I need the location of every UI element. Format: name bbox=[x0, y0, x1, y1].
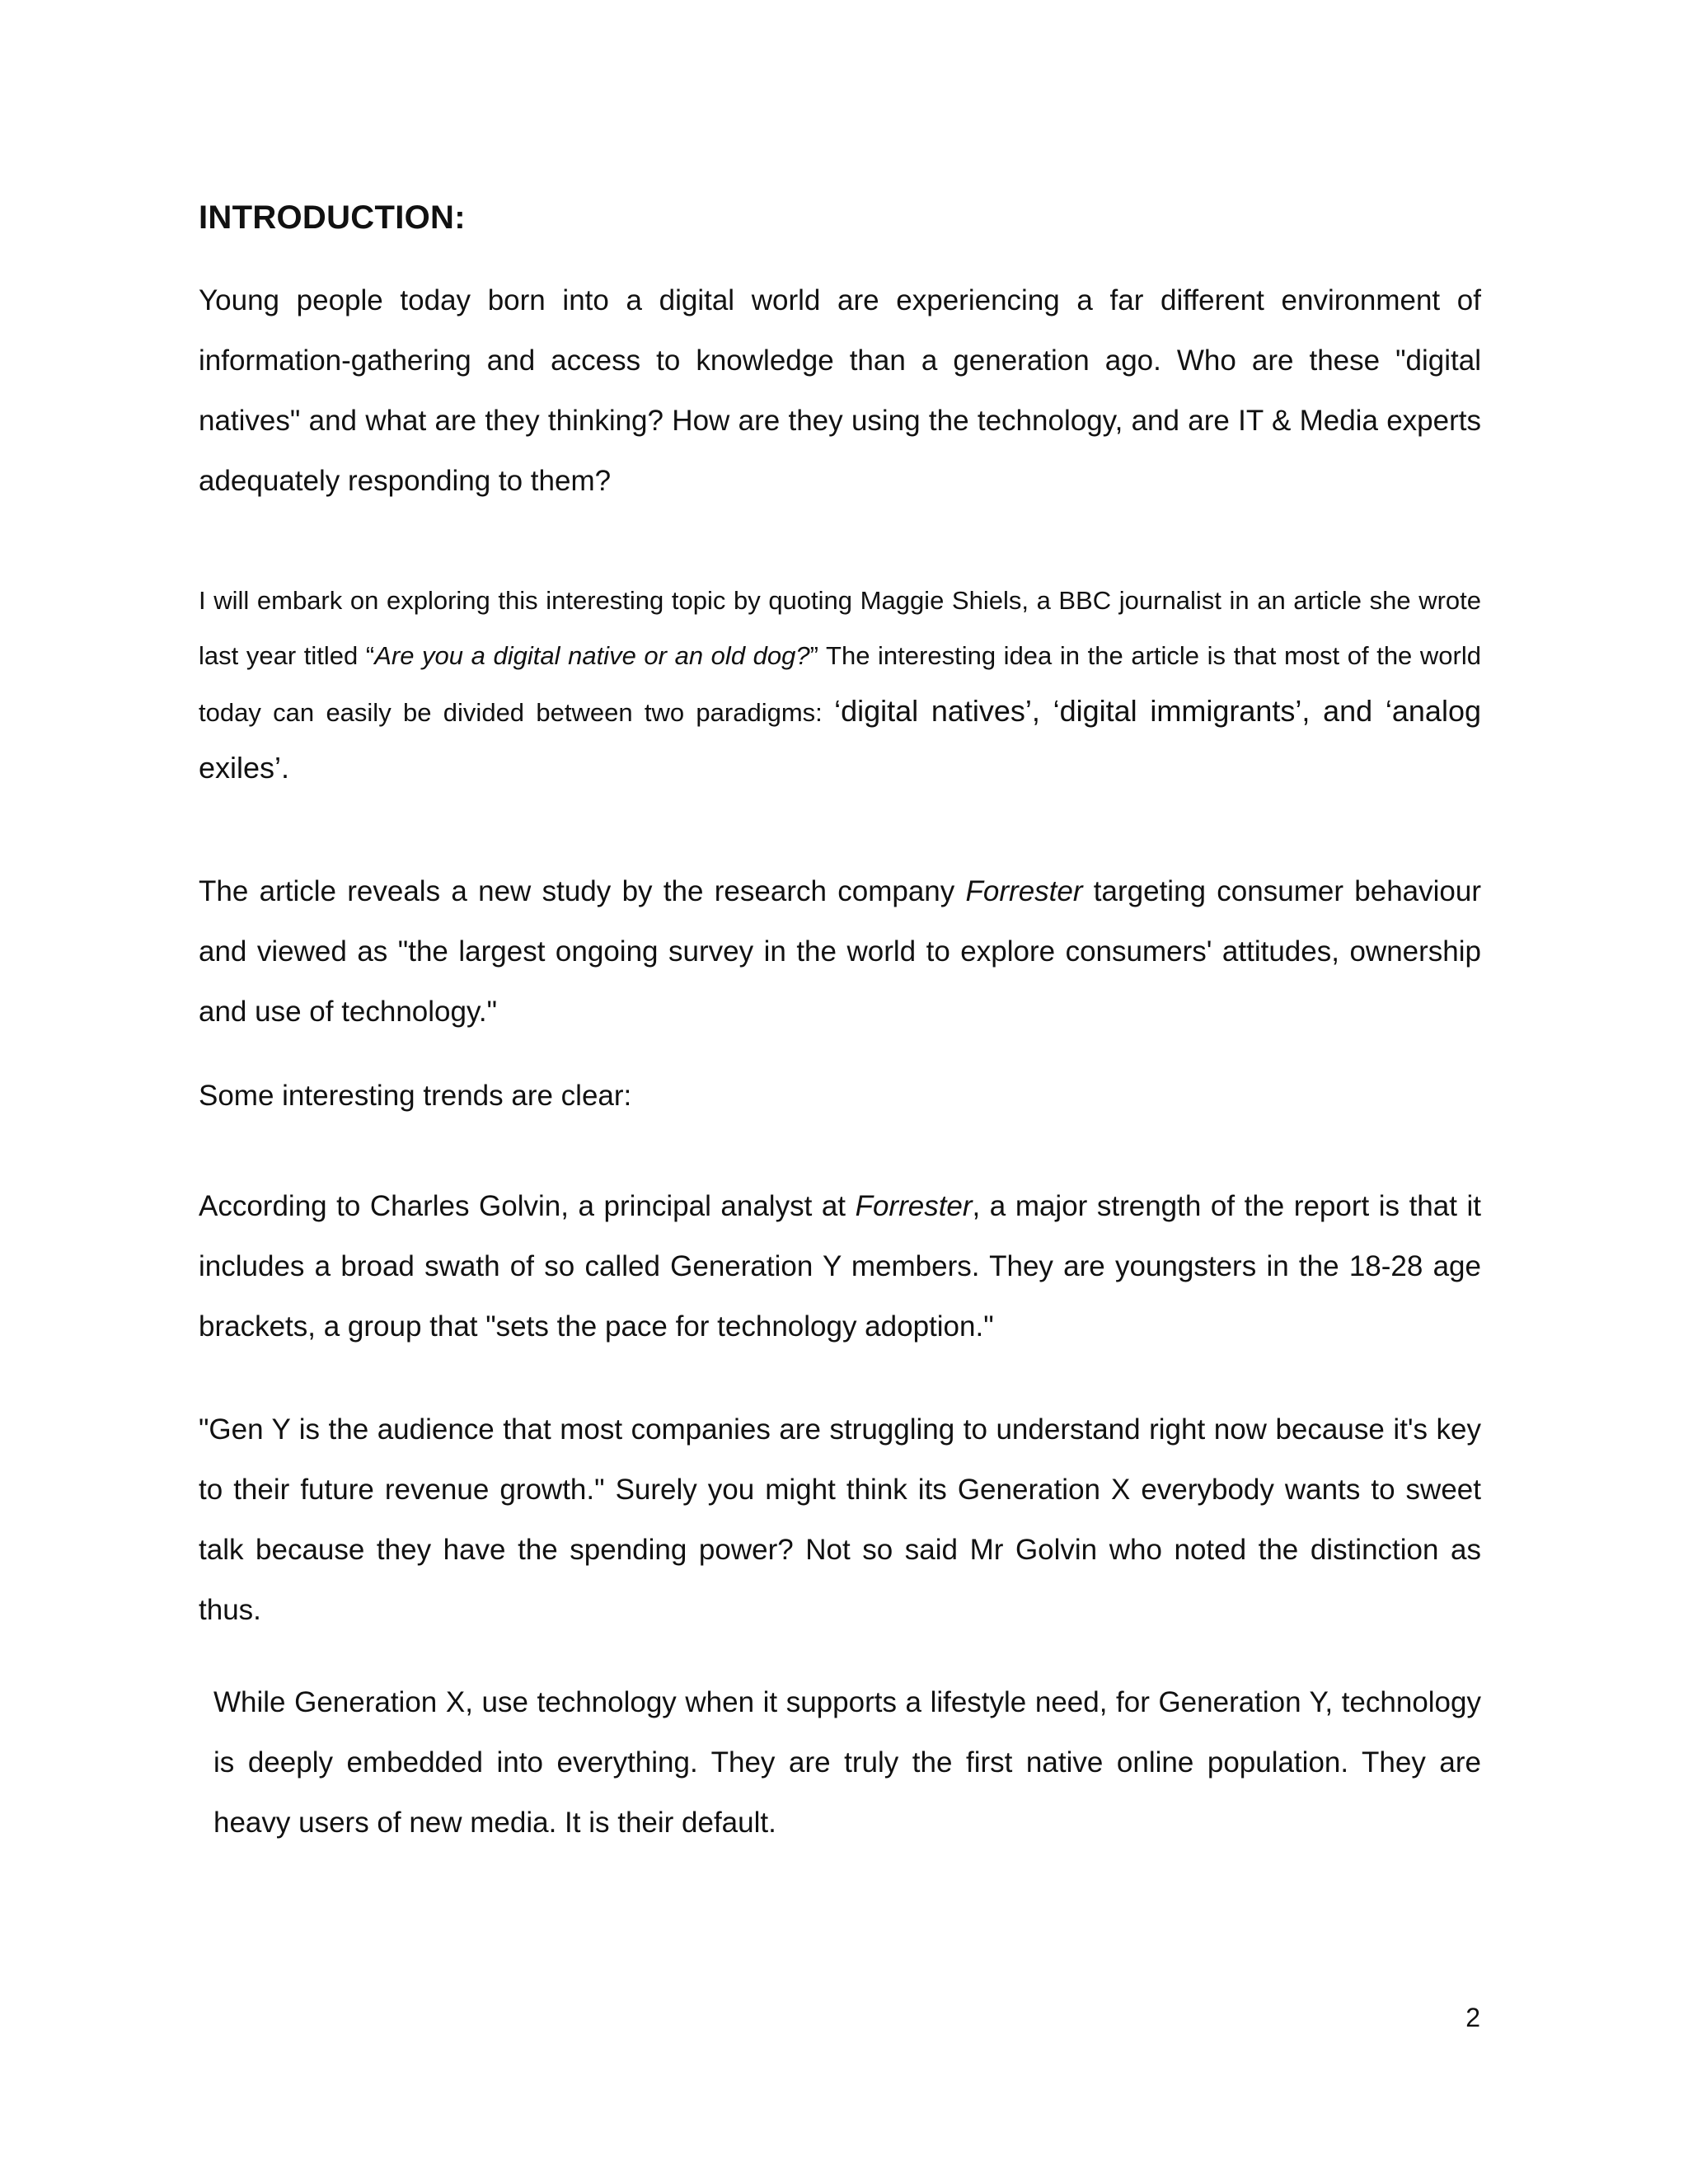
paragraph-7 bbox=[199, 1672, 1481, 1853]
paragraph-6 bbox=[199, 1399, 1481, 1640]
company-name: Forrester bbox=[965, 875, 1083, 907]
paragraph-6-text: "Gen Y is the audience that most companies are struggling to understand right now because it's key to their future revenue growth." Surely you might think its Generation X everybody wants to sweet talk because they have the spending power? Not so said Mr Golvin who noted the distinction as thus. bbox=[199, 1413, 1481, 1626]
paragraph-3-after: targeting consumer behaviour and viewed as "the largest ongoing survey in the world to explore consumers' attitudes, ownership and use of technology." bbox=[199, 875, 1481, 1028]
paragraph-5-text bbox=[199, 1176, 1481, 1357]
paragraph-3 bbox=[199, 861, 1481, 1042]
paragraph-4 bbox=[199, 1066, 1481, 1126]
paragraph-2-intro: I will embark on exploring this interesting topic by quoting Maggie Shiels, a BBC journalist in an article she wrote last year titled “ bbox=[199, 586, 1481, 670]
paragraph-7-text: While Generation X, use technology when it supports a lifestyle need, for Generation Y, technology is deeply embedded into everything. They are truly the first native online population. They are heavy users of new media. It is their default. bbox=[213, 1686, 1481, 1839]
page-number: 2 bbox=[1465, 2003, 1480, 2032]
paragraph-2-mid: ” The interesting idea in the article is that most of the world today can easily be divided between two paradigms: bbox=[199, 641, 1481, 727]
article-title: Are you a digital native or an old dog? bbox=[374, 641, 810, 670]
paragraph-3-before: The article reveals a new study by the research company bbox=[199, 875, 966, 907]
paragraph-3-text bbox=[199, 861, 1481, 1042]
paragraph-5-after: , a major strength of the report is that it includes a broad swath of so called Generation Y members. They are youngsters in the 18-28 age brackets, a group that "sets the pace for technology adoption." bbox=[199, 1190, 1481, 1343]
paragraph-1 bbox=[199, 270, 1481, 511]
paragraph-2-text bbox=[199, 573, 1481, 797]
paragraph-5 bbox=[199, 1176, 1481, 1357]
company-name: Forrester bbox=[855, 1190, 973, 1222]
paragraph-2 bbox=[199, 573, 1481, 797]
paragraph-1-text: Young people today born into a digital world are experiencing a far different environment of information-gathering and access to knowledge than a generation ago. Who are these "digital natives" and what are they thinking? How are they using the technology, and are IT & Media experts adequately responding to them? bbox=[199, 284, 1481, 497]
paragraph-2-paradigms: ‘digital natives’, ‘digital immigrants’, and ‘analog exiles’. bbox=[199, 694, 1481, 785]
section-heading: INTRODUCTION: bbox=[199, 199, 466, 236]
paragraph-5-before: According to Charles Golvin, a principal analyst at bbox=[199, 1190, 856, 1222]
paragraph-4-text: Some interesting trends are clear: bbox=[199, 1080, 632, 1112]
